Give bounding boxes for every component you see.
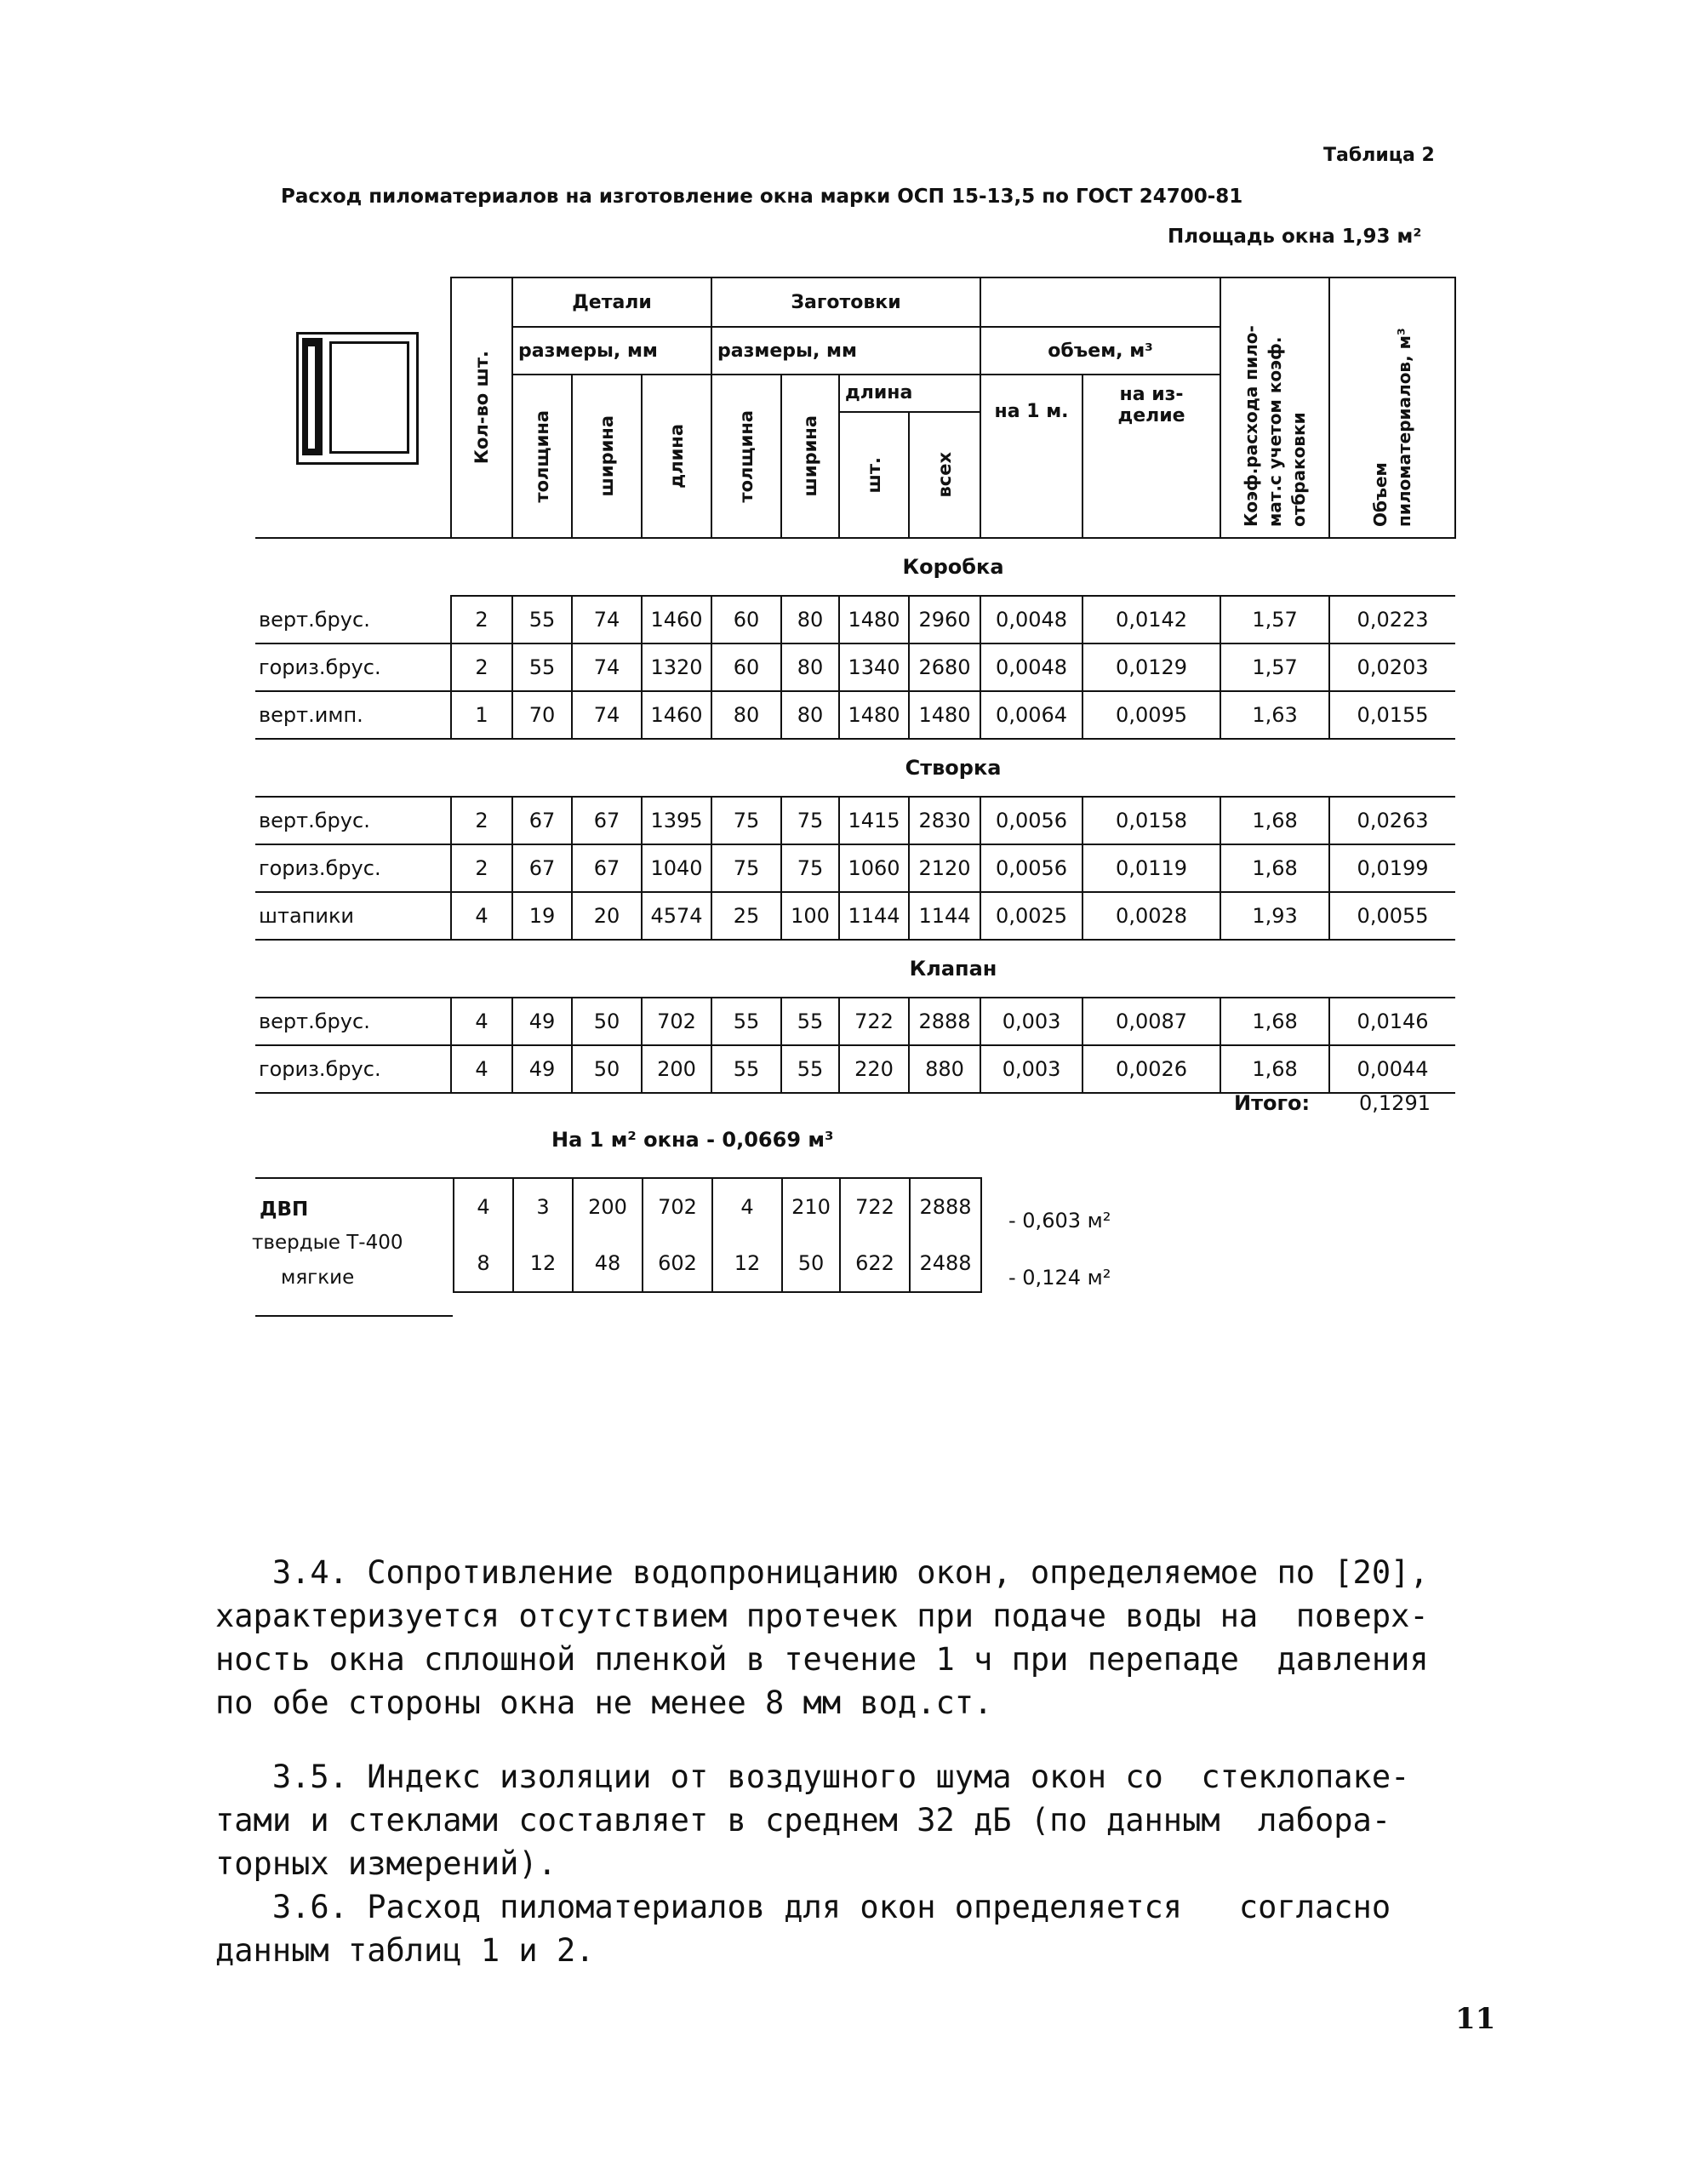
col-blanks: Заготовки <box>711 277 980 327</box>
section-klapan: Клапан <box>451 940 1455 998</box>
table-row: 8 12 48 602 12 50 622 2488 <box>454 1235 981 1292</box>
col-d-width: ширина <box>597 415 617 497</box>
col-d-thickness: толщина <box>532 409 552 503</box>
col-b-width: ширина <box>800 415 821 497</box>
totals-label: Итого: <box>1234 1091 1311 1115</box>
table-label: Таблица 2 <box>1323 145 1435 166</box>
page-number: 11 <box>1455 2002 1496 2036</box>
dvp-note-1: - 0,603 м² <box>1008 1209 1111 1233</box>
table-row: верт.брус. 4 49 50 702 55 55 722 2888 0,003 0,0087 1,68 0,0146 <box>255 998 1455 1045</box>
table-row: верт.имп. 1 70 74 1460 80 80 1480 1480 0,0064 0,0095 1,63 0,0155 <box>255 691 1455 739</box>
totals-value: 0,1291 <box>1359 1091 1431 1115</box>
table-row: штапики 4 19 20 4574 25 100 1144 1144 0,0025 0,0028 1,93 0,0055 <box>255 892 1455 940</box>
section-stvorka: Створка <box>451 739 1455 797</box>
window-area: Площадь окна 1,93 м² <box>1168 226 1422 248</box>
col-volume-group: объем, м³ <box>980 327 1220 375</box>
col-b-pcs: шт. <box>864 456 885 494</box>
table-row: верт.брус. 2 67 67 1395 75 75 1415 2830 0,0056 0,0158 1,68 0,0263 <box>255 797 1455 844</box>
dvp-name: ДВП <box>260 1198 309 1221</box>
dvp-table <box>453 1177 982 1293</box>
col-per-1m: на 1 м. <box>980 375 1082 538</box>
col-details-sizes: размеры, мм <box>512 327 711 375</box>
dvp-hard: твердые Т-400 <box>252 1232 403 1254</box>
section-korobka: Коробка <box>451 538 1455 596</box>
col-per-item: на из-делие <box>1082 375 1220 538</box>
col-coef: Коэф.расхода пило-мат.с учетом коэф. отбраковки <box>1241 325 1310 527</box>
col-volume: Объем пиломатериалов, м³ <box>1370 328 1415 527</box>
table-row: 4 3 200 702 4 210 722 2888 <box>454 1178 981 1235</box>
col-blanks-sizes: размеры, мм <box>711 327 980 375</box>
col-qty: Кол-во шт. <box>471 351 492 465</box>
totals-per-m2: На 1 м² окна - 0,0669 м³ <box>551 1128 834 1152</box>
table-row: гориз.брус. 4 49 50 200 55 55 220 880 0,003 0,0026 1,68 0,0044 <box>255 1045 1455 1093</box>
col-b-total: всех <box>934 452 956 498</box>
dvp-bottom-rule <box>255 1315 453 1317</box>
table-row: гориз.брус. 2 55 74 1320 60 80 1340 2680 0,0048 0,0129 1,57 0,0203 <box>255 643 1455 691</box>
dvp-top-rule <box>255 1177 453 1179</box>
table-row: верт.брус. 2 55 74 1460 60 80 1480 2960 0,0048 0,0142 1,57 0,0223 <box>255 596 1455 643</box>
paragraph-3-5: 3.5. Индекс изоляции от воздушного шума окон со стеклопаке- тами и стеклами составляет в среднем 32 дБ (по данным лабора- торных измерений). <box>215 1759 1410 1882</box>
paragraph-3-4: 3.4. Сопротивление водопроницанию окон, определяемое по [20], характеризуется отсутствием протечек при подаче воды на поверх- ность окна сплошной пленкой в течение 1 ч при перепаде давления по обе стороны окна не менее 8 мм вод.ст. <box>215 1554 1429 1721</box>
dvp-soft: мягкие <box>281 1267 355 1289</box>
paragraph-3-6: 3.6. Расход пиломатериалов для окон определяется согласно данным таблиц 1 и 2. <box>215 1889 1391 1969</box>
col-b-length-group: длина <box>839 375 980 412</box>
table-title: Расход пиломатериалов на изготовление окна марки ОСП 15-13,5 по ГОСТ 24700-81 <box>281 186 1243 208</box>
col-details: Детали <box>512 277 711 327</box>
lumber-table <box>255 277 1456 1094</box>
dvp-note-2: - 0,124 м² <box>1008 1266 1111 1290</box>
col-b-thickness: толщина <box>736 409 757 503</box>
col-d-length: длина <box>666 424 687 489</box>
table-row: гориз.брус. 2 67 67 1040 75 75 1060 2120 0,0056 0,0119 1,68 0,0199 <box>255 844 1455 892</box>
